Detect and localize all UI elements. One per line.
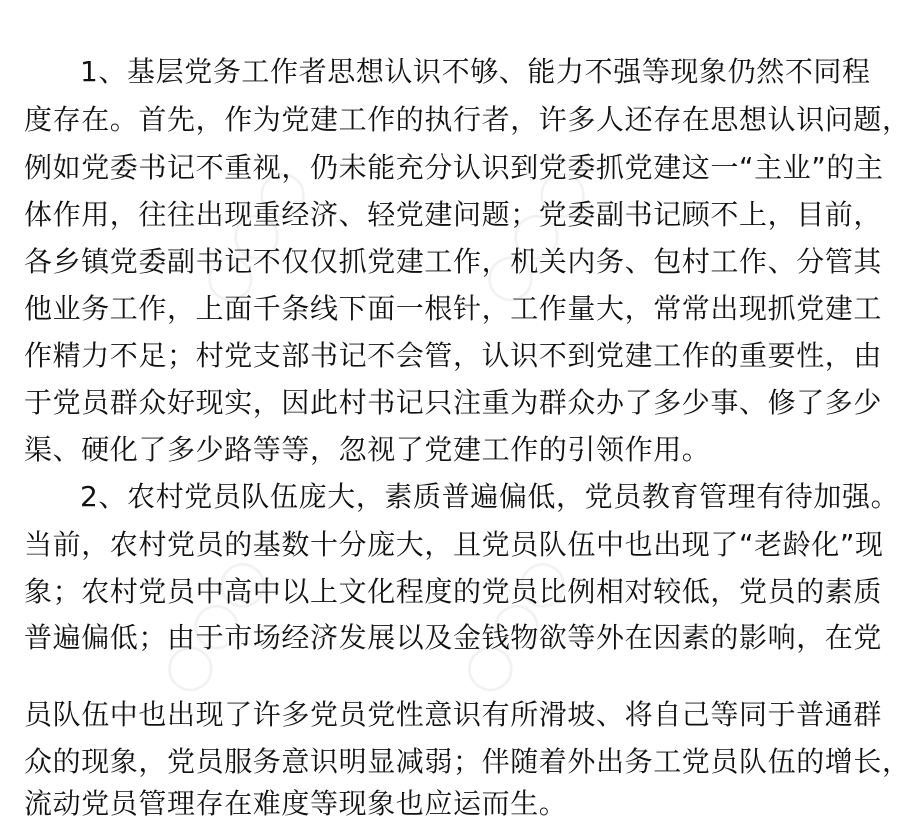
text-line: 象；农村党员中高中以上文化程度的党员比例相对较低，党员的素质 xyxy=(24,575,883,608)
text-line: 普遍偏低；由于市场经济发展以及金钱物欲等外在因素的影响，在党 xyxy=(24,621,883,654)
text-line: 他业务工作，上面千条线下面一根针，工作量大，常常出现抓党建工 xyxy=(24,292,883,325)
watermark: ◯◯◯ xyxy=(473,159,595,312)
text-line: 渠、硬化了多少路等等，忽视了党建工作的引领作用。 xyxy=(24,433,711,466)
text-line: 流动党员管理存在难度等现象也应运而生。 xyxy=(24,787,568,820)
text-line: 当前，农村党员的基数十分庞大，且党员队伍中也出现了“老龄化”现 xyxy=(24,528,884,561)
text-line: 度存在。首先，作为党建工作的执行者，许多人还存在思想认识问题， xyxy=(24,103,911,136)
text-line: 员队伍中也出现了许多党员党性意识有所滑坡、将自己等同于普通群 xyxy=(24,698,883,731)
watermark: ◯◯◯ xyxy=(453,549,575,702)
text-line: 众的现象，党员服务意识明显减弱；伴随着外出务工党员队伍的增长， xyxy=(24,745,911,778)
text-line: 1、基层党务工作者思想认识不够、能力不强等现象仍然不同程 xyxy=(80,55,871,88)
text-line: 2、农村党员队伍庞大，素质普遍偏低，党员教育管理有待加强。 xyxy=(80,480,900,513)
text-line: 各乡镇党委副书记不仅仅抓党建工作，机关内务、包村工作、分管其 xyxy=(24,245,883,278)
watermark: ◯◯◯ xyxy=(153,549,275,702)
text-line: 于党员群众好现实，因此村书记只注重为群众办了多少事、修了多少 xyxy=(24,386,883,419)
text-line: 例如党委书记不重视，仍未能充分认识到党委抓党建这一“主业”的主 xyxy=(24,151,884,184)
text-line: 体作用，往往出现重经济、轻党建问题；党委副书记顾不上，目前， xyxy=(24,198,883,231)
watermark: ◯◯◯ xyxy=(193,159,315,312)
text-line: 作精力不足；村党支部书记不会管，认识不到党建工作的重要性，由 xyxy=(24,339,883,372)
